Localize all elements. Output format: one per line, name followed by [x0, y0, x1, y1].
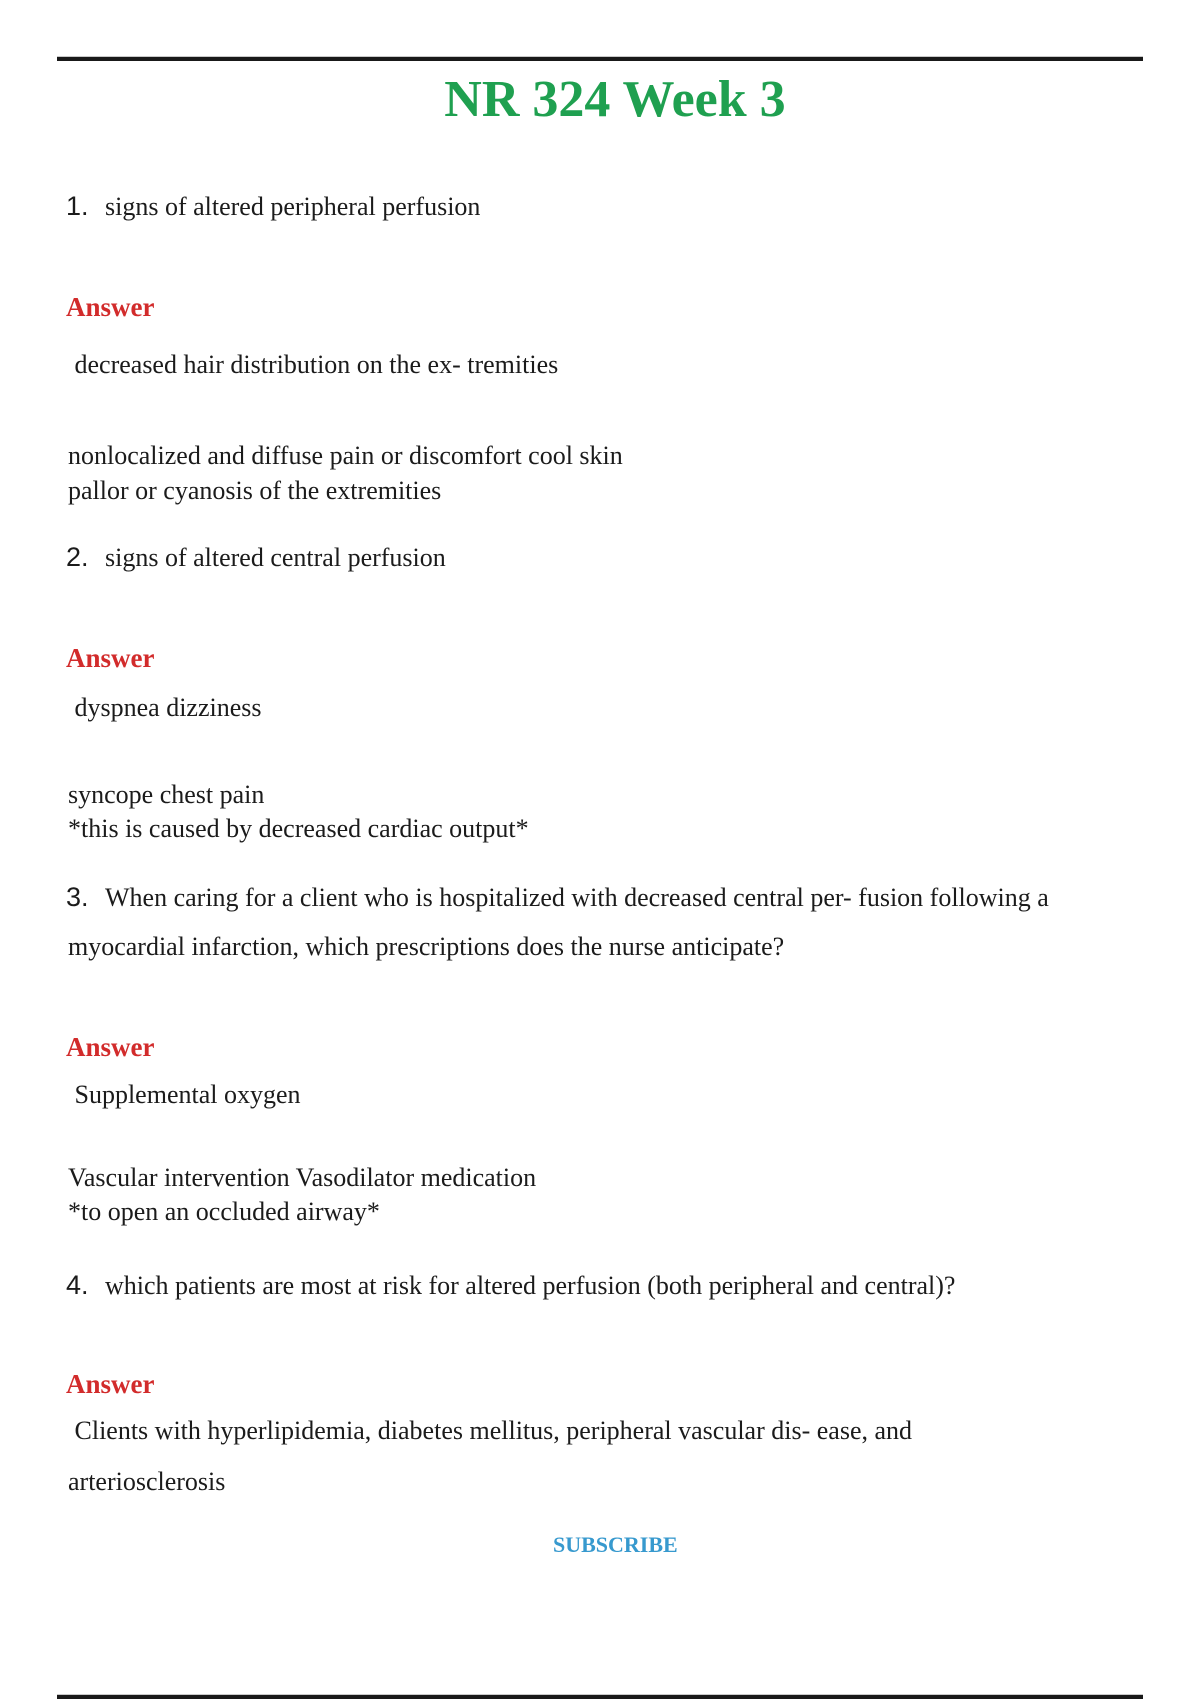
question-2 [66, 544, 1150, 571]
question-4-number: 4. [66, 1270, 89, 1300]
page-title: NR 324 Week 3 [444, 71, 786, 128]
answer-4-line-1: Clients with hyperlipidemia, diabetes mellitus, peripheral vascular dis- ease, and [68, 1416, 913, 1445]
question-3-text-line-1: When caring for a client who is hospitalized with decreased central per- fusion following a [105, 883, 1049, 912]
answer-2-line-1: dyspnea dizziness [68, 693, 262, 722]
answer-3-line-1: Supplemental oxygen [68, 1080, 301, 1109]
question-4-text: which patients are most at risk for altered perfusion (both peripheral and central)? [105, 1271, 956, 1300]
subscribe-link[interactable]: SUBSCRIBE [553, 1532, 678, 1557]
answer-label-3: Answer [66, 1032, 155, 1062]
answer-1-line-1: decreased hair distribution on the ex- tremities [68, 350, 559, 379]
bottom-divider [57, 1694, 1143, 1699]
answer-1-line-2: nonlocalized and diffuse pain or discomfort cool skin [68, 441, 623, 470]
answer-4-line-2: arteriosclerosis [68, 1467, 226, 1496]
question-3-text-line-2: myocardial infarction, which prescriptions does the nurse anticipate? [68, 932, 785, 961]
question-2-number: 2. [66, 542, 89, 572]
answer-2-line-3: *this is caused by decreased cardiac output* [68, 814, 529, 843]
question-2-text: signs of altered central perfusion [105, 543, 446, 572]
question-3 [66, 884, 1150, 911]
answer-label-2: Answer [66, 643, 155, 673]
top-divider [57, 56, 1143, 61]
answer-3-line-2: Vascular intervention Vasodilator medication [68, 1163, 537, 1192]
question-1 [66, 193, 1150, 220]
answer-label-4: Answer [66, 1369, 155, 1399]
answer-2-line-2: syncope chest pain [68, 780, 265, 809]
answer-3-line-3: *to open an occluded airway* [68, 1197, 380, 1226]
question-4 [66, 1272, 1150, 1299]
question-1-number: 1. [66, 191, 89, 221]
answer-label-1: Answer [66, 292, 155, 322]
question-3-number: 3. [66, 882, 89, 912]
answer-1-line-3: pallor or cyanosis of the extremities [68, 476, 442, 505]
question-1-text: signs of altered peripheral perfusion [105, 192, 481, 221]
